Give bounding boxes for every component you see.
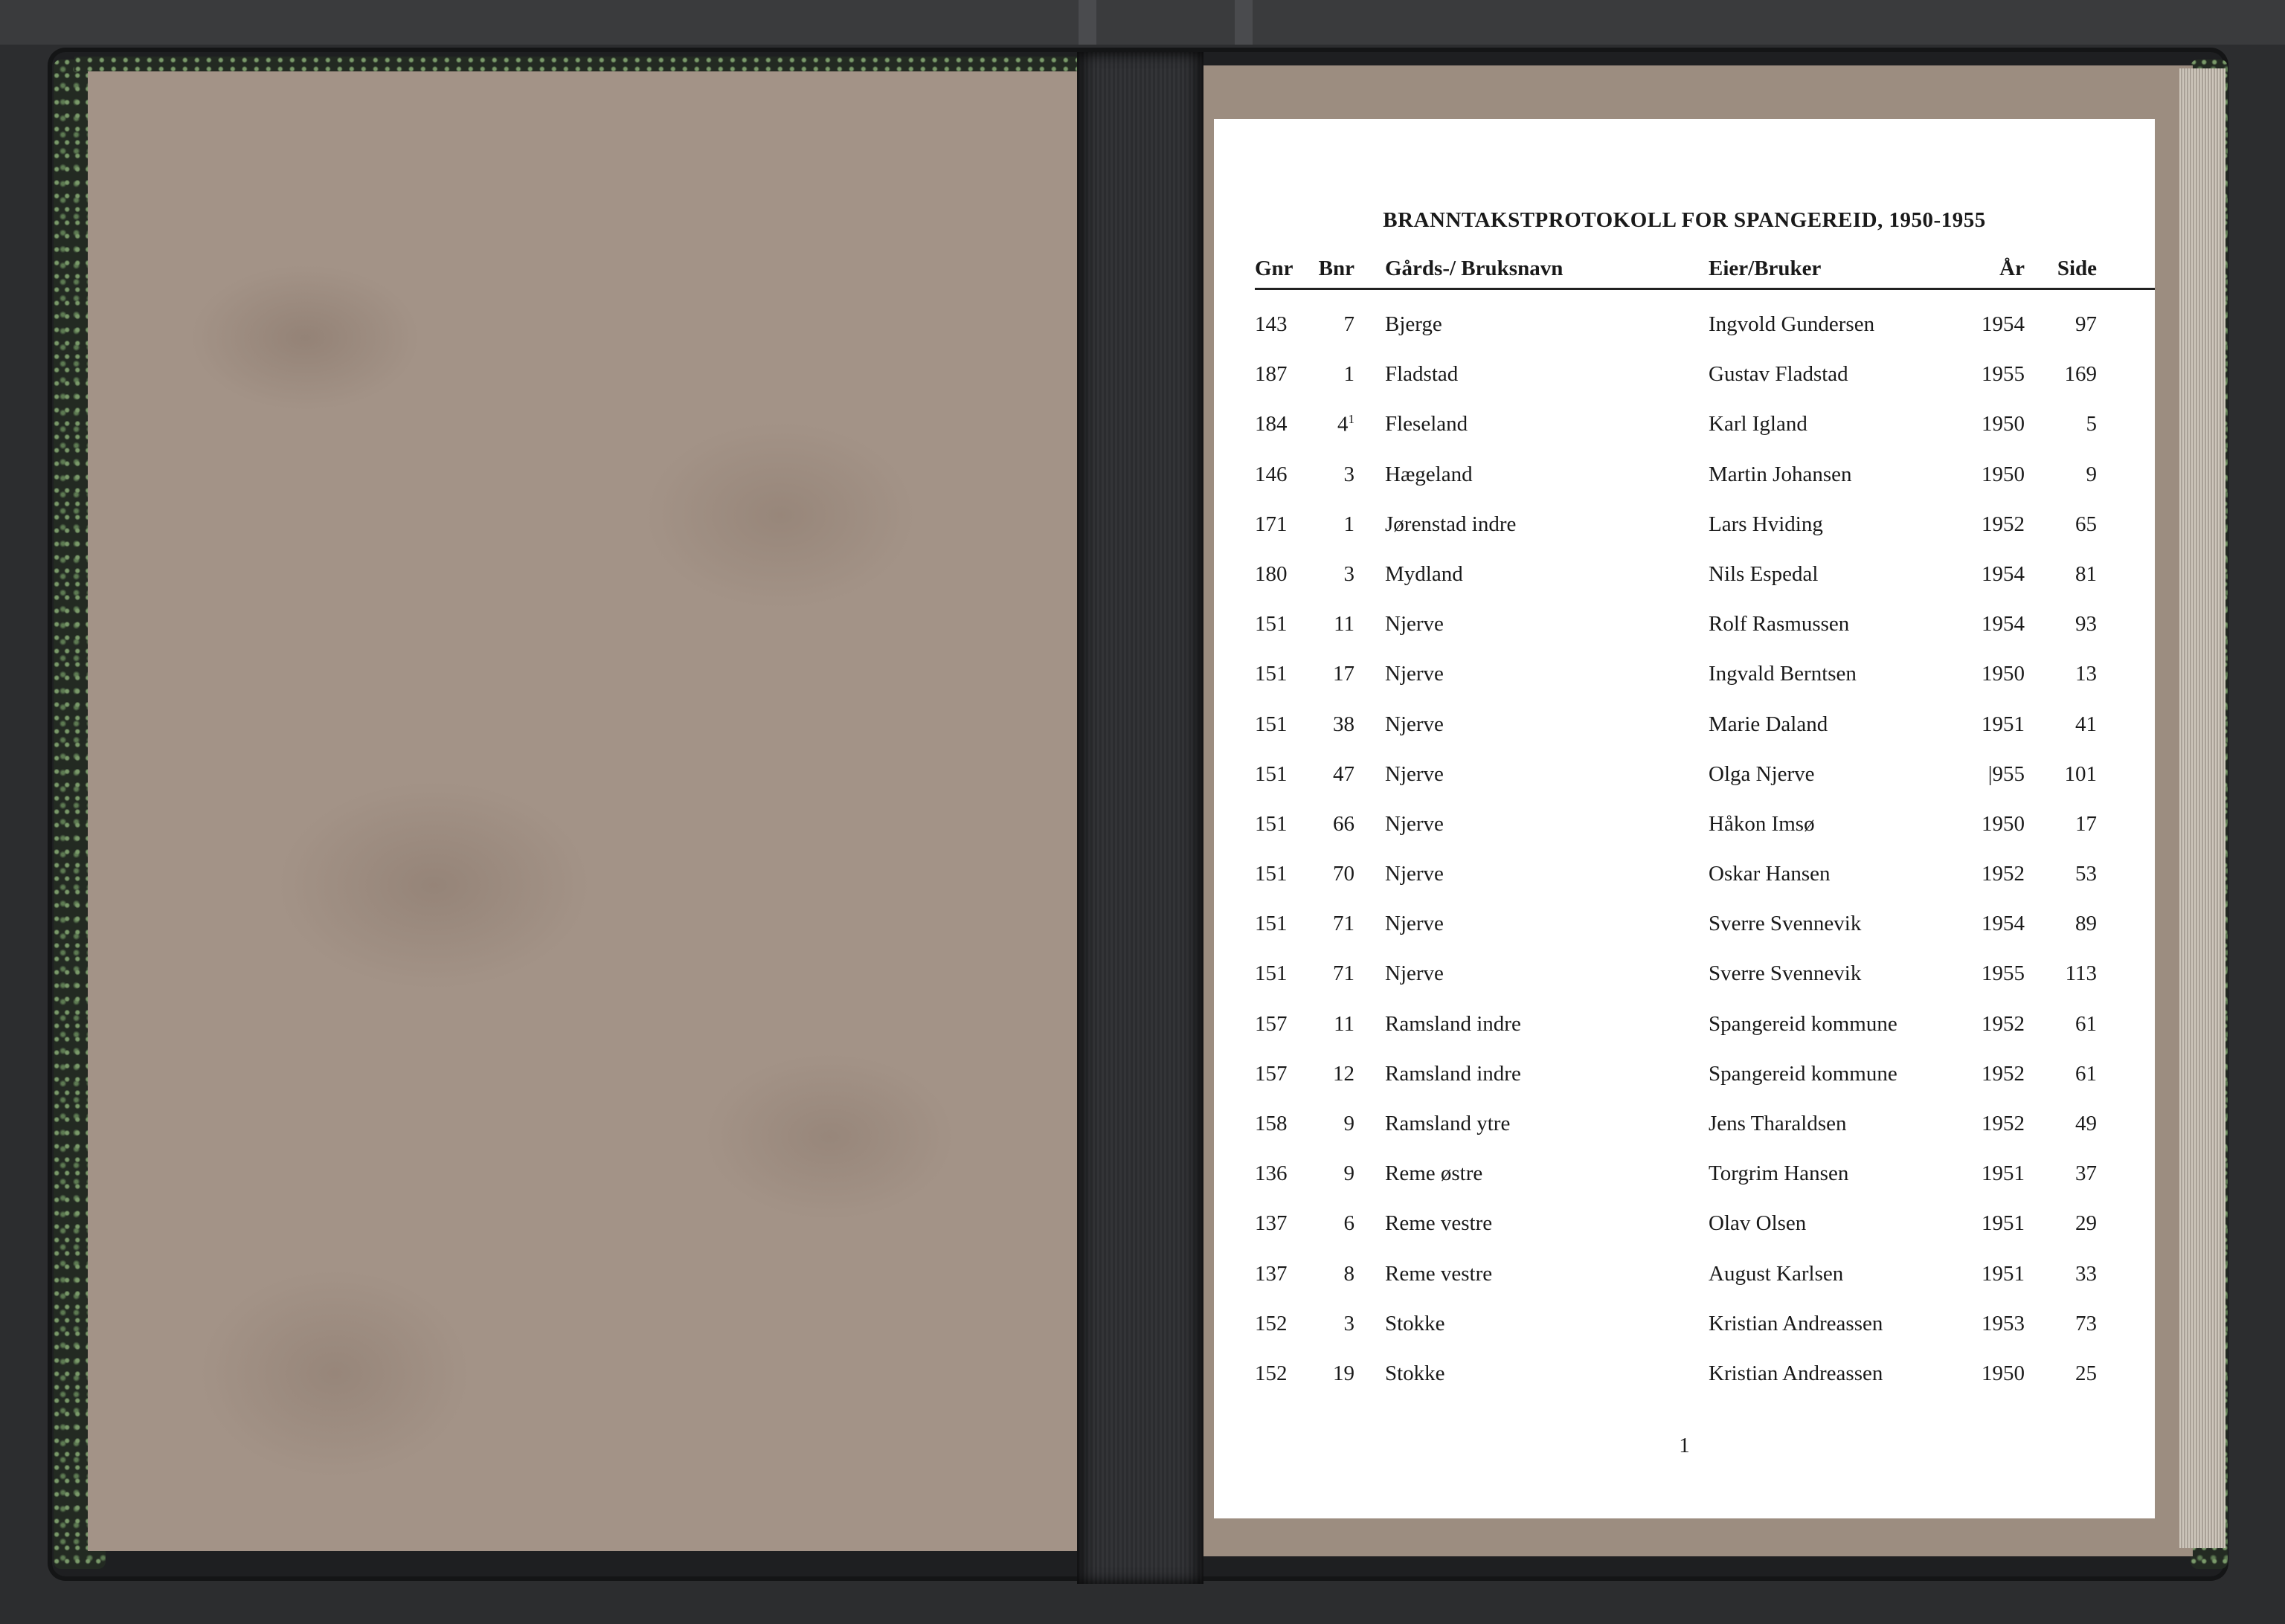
cell-year: 1950 — [1982, 462, 2025, 486]
cell-owner: Håkon Imsø — [1709, 811, 1815, 836]
cell-side: 41 — [2075, 712, 2097, 736]
scanner-clip — [1235, 0, 1253, 45]
cell-gnr: 151 — [1255, 912, 1288, 936]
document-title: BRANNTAKSTPROTOKOLL FOR SPANGEREID, 1950-1955 — [1383, 208, 1986, 232]
cell-gnr: 151 — [1255, 961, 1288, 986]
cell-owner: Nils Espedal — [1709, 561, 1819, 586]
cell-name: Njerve — [1385, 961, 1444, 986]
cell-owner: Marie Daland — [1709, 712, 1828, 736]
table-row — [1255, 654, 2155, 704]
cell-owner: Lars Hviding — [1709, 512, 1823, 536]
cell-name: Njerve — [1385, 612, 1444, 637]
cell-bnr: 1 — [1343, 362, 1354, 387]
cell-name: Ramsland ytre — [1385, 1112, 1511, 1135]
header-name: Gårds-/ Bruksnavn — [1385, 257, 1563, 280]
cell-year: 1951 — [1982, 1211, 2025, 1236]
table-row — [1255, 1005, 2155, 1054]
cell-name: Hægeland — [1385, 462, 1473, 486]
table-row — [1255, 1154, 2155, 1204]
cell-gnr: 151 — [1255, 712, 1288, 736]
cell-year: 1952 — [1982, 1112, 2025, 1135]
cell-gnr: 137 — [1255, 1211, 1288, 1236]
cell-gnr: 157 — [1255, 1061, 1288, 1086]
cell-year: 1955 — [1982, 961, 2025, 986]
cell-bnr: 38 — [1333, 712, 1354, 736]
table-row — [1255, 305, 2155, 355]
cell-bnr: 9 — [1343, 1112, 1354, 1135]
table-row — [1255, 1254, 2155, 1304]
cell-name: Jørenstad indre — [1385, 512, 1517, 536]
cell-bnr: 19 — [1333, 1361, 1354, 1385]
cell-gnr: 157 — [1255, 1011, 1288, 1036]
marbled-board-top — [74, 57, 1086, 71]
cell-year: 1954 — [1982, 312, 2025, 336]
cell-year: 1954 — [1982, 612, 2025, 637]
cell-side: 169 — [2064, 362, 2097, 387]
cell-name: Fleseland — [1385, 412, 1468, 436]
cell-bnr: 71 — [1333, 961, 1354, 986]
cell-owner: Ingvold Gundersen — [1709, 312, 1875, 336]
page-edges — [2179, 68, 2225, 1548]
cell-gnr: 152 — [1255, 1361, 1288, 1385]
cell-side: 5 — [2086, 412, 2097, 436]
cell-bnr: 9 — [1343, 1161, 1354, 1186]
table-row — [1255, 954, 2155, 1004]
cell-year: 1952 — [1982, 1061, 2025, 1086]
cell-gnr: 136 — [1255, 1161, 1288, 1186]
cell-owner: Spangereid kommune — [1709, 1011, 1897, 1036]
cell-name: Njerve — [1385, 712, 1444, 736]
cell-name: Njerve — [1385, 912, 1444, 936]
table-row — [1255, 904, 2155, 954]
page-number: 1 — [1679, 1434, 1690, 1457]
cell-side: 93 — [2075, 612, 2097, 637]
cell-side: 113 — [2065, 961, 2097, 986]
cell-owner: August Karlsen — [1709, 1261, 1844, 1286]
cell-year: 1950 — [1982, 1361, 2025, 1385]
table-row — [1255, 455, 2155, 505]
cell-gnr: 151 — [1255, 662, 1288, 686]
cell-side: 61 — [2075, 1011, 2097, 1036]
cell-side: 17 — [2075, 811, 2097, 836]
table-row — [1255, 555, 2155, 605]
cell-bnr: 1 — [1343, 512, 1354, 536]
cell-side: 13 — [2075, 662, 2097, 686]
table-body — [1255, 305, 2155, 1404]
cell-name: Reme østre — [1385, 1161, 1483, 1186]
cell-owner: Rolf Rasmussen — [1709, 612, 1850, 637]
cell-owner: Torgrim Hansen — [1709, 1161, 1849, 1186]
table-row — [1255, 1304, 2155, 1354]
cell-side: 49 — [2075, 1112, 2097, 1135]
cell-bnr: 7 — [1343, 312, 1354, 336]
header-rule — [1255, 288, 2155, 290]
cell-name: Njerve — [1385, 811, 1444, 836]
header-side: Side — [2057, 257, 2097, 280]
cell-bnr-value: 4 — [1337, 413, 1349, 437]
cell-gnr: 152 — [1255, 1311, 1288, 1335]
cell-gnr: 143 — [1255, 312, 1288, 336]
header-year: År — [1999, 257, 2025, 280]
cell-year: 1950 — [1982, 662, 2025, 686]
cell-side: 33 — [2075, 1261, 2097, 1286]
cell-bnr: 6 — [1343, 1211, 1354, 1236]
table-row — [1255, 1354, 2155, 1404]
cell-gnr: 151 — [1255, 761, 1288, 786]
cell-gnr: 151 — [1255, 811, 1288, 836]
cell-name: Stokke — [1385, 1311, 1445, 1335]
cell-year: 1952 — [1982, 862, 2025, 886]
cell-side: 73 — [2075, 1311, 2097, 1335]
cell-bnr: 47 — [1333, 761, 1354, 786]
table-row — [1255, 355, 2155, 405]
scanner-clip — [1079, 0, 1096, 45]
cell-year: 1950 — [1982, 811, 2025, 836]
cell-name: Njerve — [1385, 862, 1444, 886]
cell-owner: Ingvald Berntsen — [1709, 662, 1857, 686]
table-row — [1255, 1204, 2155, 1254]
table-row — [1255, 1054, 2155, 1104]
cell-side: 65 — [2075, 512, 2097, 536]
cell-side: 9 — [2086, 462, 2097, 486]
cell-bnr: 8 — [1343, 1261, 1354, 1286]
cell-owner: Sverre Svennevik — [1709, 961, 1862, 986]
cell-gnr: 151 — [1255, 862, 1288, 886]
cell-gnr: 187 — [1255, 362, 1288, 387]
cell-year: 1952 — [1982, 1011, 2025, 1036]
cell-owner: Jens Tharaldsen — [1709, 1112, 1847, 1135]
left-endpaper — [88, 71, 1077, 1551]
table-row — [1255, 505, 2155, 555]
scanner-top-edge — [0, 0, 2285, 45]
cell-bnr: 66 — [1333, 811, 1354, 836]
table-row — [1255, 405, 2155, 454]
table-row — [1255, 805, 2155, 854]
cell-year: 1955 — [1982, 362, 2025, 387]
cell-side: 53 — [2075, 862, 2097, 886]
cell-year: 1954 — [1982, 912, 2025, 936]
cell-owner: Oskar Hansen — [1709, 862, 1831, 886]
cell-name: Mydland — [1385, 561, 1463, 586]
cell-gnr: 184 — [1255, 412, 1288, 436]
cell-gnr: 146 — [1255, 462, 1288, 486]
cell-year: 1954 — [1982, 561, 2025, 586]
cell-owner: Spangereid kommune — [1709, 1061, 1897, 1086]
cell-gnr: 158 — [1255, 1112, 1288, 1135]
table-row — [1255, 854, 2155, 904]
cell-bnr: 3 — [1343, 1311, 1354, 1335]
header-bnr: Bnr — [1318, 257, 1354, 280]
cell-bnr: 3 — [1343, 462, 1354, 486]
cell-side: 29 — [2075, 1211, 2097, 1236]
cell-bnr: 11 — [1334, 1011, 1354, 1036]
cell-owner: Olav Olsen — [1709, 1211, 1807, 1236]
document-page — [1214, 119, 2155, 1518]
table-header — [1255, 257, 2155, 283]
cell-name: Reme vestre — [1385, 1261, 1493, 1286]
cell-bnr: 3 — [1343, 561, 1354, 586]
cell-name: Bjerge — [1385, 312, 1442, 336]
cell-year: 1951 — [1982, 1261, 2025, 1286]
cell-bnr: 71 — [1333, 912, 1354, 936]
header-gnr: Gnr — [1255, 257, 1293, 280]
cell-side: 89 — [2075, 912, 2097, 936]
table-row — [1255, 605, 2155, 654]
cell-name: Njerve — [1385, 662, 1444, 686]
cell-name: Reme vestre — [1385, 1211, 1493, 1236]
cell-name: Fladstad — [1385, 362, 1459, 387]
cell-year: 1952 — [1982, 512, 2025, 536]
cell-owner: Olga Njerve — [1709, 761, 1815, 786]
cell-year: 1951 — [1982, 1161, 2025, 1186]
cell-year: 1951 — [1982, 712, 2025, 736]
cell-bnr-superscript: 1 — [1348, 412, 1354, 427]
cell-name: Stokke — [1385, 1361, 1445, 1385]
cell-side: 37 — [2075, 1161, 2097, 1186]
table-row — [1255, 755, 2155, 805]
cell-bnr — [1299, 412, 1354, 437]
cell-side: 101 — [2064, 761, 2097, 786]
header-owner: Eier/Bruker — [1709, 257, 1822, 280]
cell-owner: Sverre Svennevik — [1709, 912, 1862, 936]
cell-owner: Karl Igland — [1709, 412, 1807, 436]
cell-gnr: 151 — [1255, 612, 1288, 637]
book-spine — [1077, 52, 1203, 1584]
cell-side: 81 — [2075, 561, 2097, 586]
cell-owner: Martin Johansen — [1709, 462, 1852, 486]
cell-bnr: 12 — [1333, 1061, 1354, 1086]
cell-name: Ramsland indre — [1385, 1061, 1521, 1086]
table-row — [1255, 705, 2155, 755]
cell-name: Ramsland indre — [1385, 1011, 1521, 1036]
cell-bnr: 11 — [1334, 612, 1354, 637]
cell-owner: Kristian Andreassen — [1709, 1361, 1883, 1385]
cell-owner: Kristian Andreassen — [1709, 1311, 1883, 1335]
cell-bnr: 70 — [1333, 862, 1354, 886]
cell-year: 1953 — [1982, 1311, 2025, 1335]
cell-gnr: 137 — [1255, 1261, 1288, 1286]
cell-side: 25 — [2075, 1361, 2097, 1385]
table-row — [1255, 1104, 2155, 1154]
cell-bnr: 17 — [1333, 662, 1354, 686]
cell-gnr: 171 — [1255, 512, 1288, 536]
cell-side: 61 — [2075, 1061, 2097, 1086]
cell-year: |955 — [1987, 761, 2025, 786]
cell-side: 97 — [2075, 312, 2097, 336]
cell-gnr: 180 — [1255, 561, 1288, 586]
cell-owner: Gustav Fladstad — [1709, 362, 1848, 387]
cell-name: Njerve — [1385, 761, 1444, 786]
cell-year: 1950 — [1982, 412, 2025, 436]
